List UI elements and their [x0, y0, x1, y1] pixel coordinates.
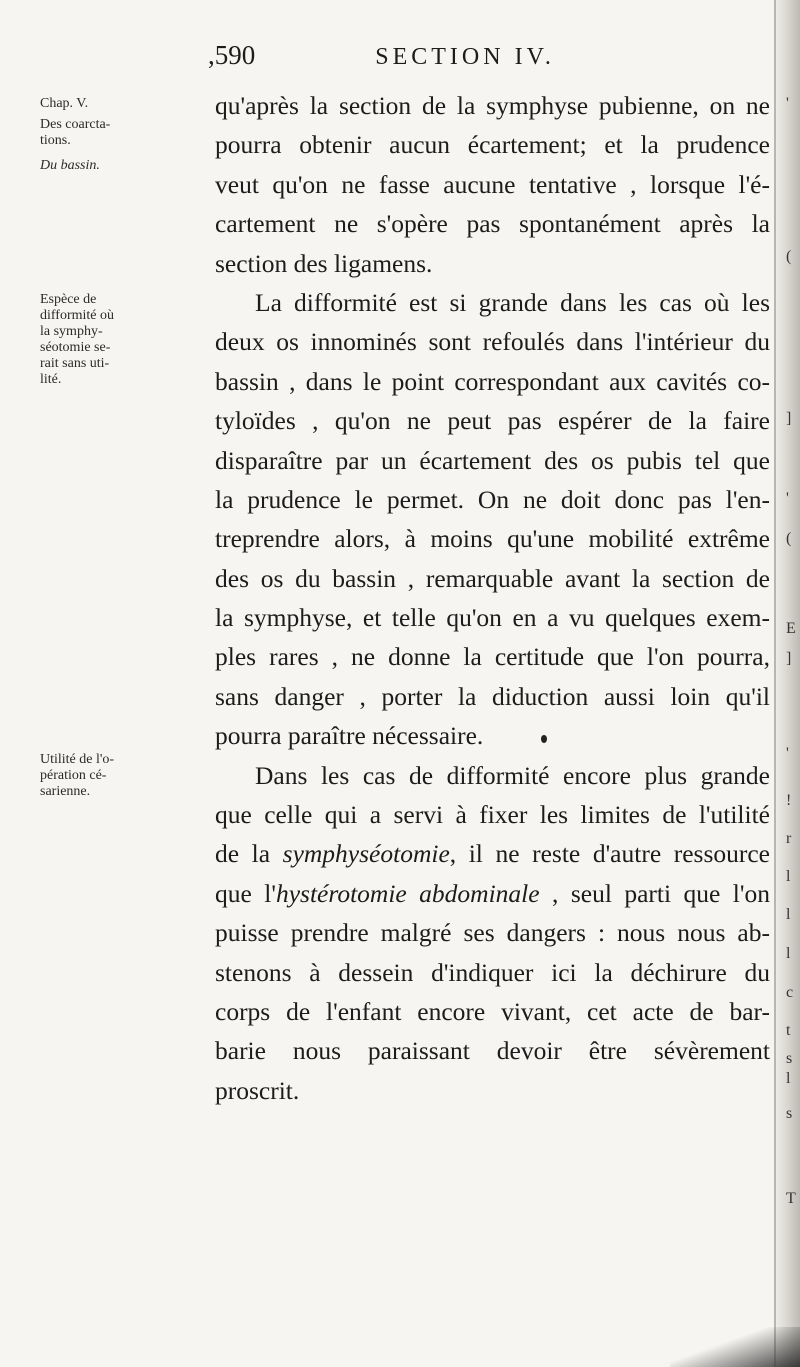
- page-edge: [774, 0, 776, 1367]
- italic-term: symphyséotomie: [282, 839, 450, 869]
- text-line: puisse prendre malgré ses dangers : nous nous ab-: [215, 918, 770, 948]
- text-line: section des ligamens.: [215, 248, 433, 278]
- margin-note-difformite: Espèce de difformité où la symphy- séotomie se- rait sans uti- lité.: [40, 292, 115, 387]
- text-line: qu'après la section de la symphyse pubienne, on ne: [215, 91, 770, 120]
- ink-speck: [541, 735, 547, 743]
- text-line: que l'hystérotomie abdominale , seul parti que l'on: [215, 878, 770, 908]
- body-text: [215, 86, 770, 1110]
- text-line: tyloïdes , qu'on ne peut pas espérer de la faire: [215, 406, 770, 436]
- text-line: des os du bassin , remarquable avant la section de: [215, 563, 770, 593]
- margin-note-chapter: Chap. V.: [40, 96, 89, 111]
- paragraph-start-line: Dans les cas de difformité encore plus grande: [255, 760, 770, 790]
- page-number: ,590: [208, 40, 256, 70]
- text-line: de la symphyséotomie, il ne reste d'autre ressource: [215, 839, 770, 869]
- text-line: cartement ne s'opère pas spontanément après la: [215, 209, 770, 239]
- page-gutter-shadow: [774, 0, 800, 1367]
- text-line: barie nous paraissant devoir être sévèrement: [215, 1036, 770, 1066]
- running-title: SECTION IV.: [375, 44, 555, 70]
- paragraph-start-line: La difformité est si grande dans les cas où les: [255, 287, 770, 317]
- text-line: la prudence le permet. On ne doit donc pas l'en-: [215, 484, 770, 514]
- book-page: ,590 SECTION IV. Chap. V. Des coarcta- tions. Du bassin. Espèce de difformité où la symphy- séotomie se- rait sans uti- lité. Utilité de l'o- pération cé- sarienne. qu'après la section de la symphyse pubienne, on ne pourra obtenir aucun écartement; et la prudence veut qu'on ne fasse aucune tentative , lorsque l'é- cartement ne s'opère pas spontanément après la section des ligamens. La difformité est si grande dans les cas où les deux os innominés sont refoulés dans l'intérieur du bassin , dans le point correspondant aux cavités co- tyloïdes , qu'on ne peut pas espérer de la faire disparaître par un écartement des os pubis tel que la prudence le permet. On ne doit donc pas l'en- treprendre alors, à moins qu'une mobilité extrême des os du bassin , remarquable avant la section de la symphyse, et telle qu'on en a vu quelques exem- ples rares , ne donne la certitude que l'on pourra, sans danger , porter la diduction aussi loin qu'il pourra paraître nécessaire. Dans les cas de difformité encore plus grande que celle qui a servi à fixer les limites de l'utilité de la symphyséotomie, il ne reste d'autre ressource que l'hystérotomie abdominale , seul parti que l'on puisse prendre malgré ses dangers : nous nous ab- stenons à dessein d'indiquer ici la déchirure du corps de l'enfant encore vivant, cet acte de bar- barie nous paraissant devoir être sévèrement proscrit. ' ( ] ' ( E ] ' ! r l l l c t s l s T: [0, 0, 800, 1367]
- text-line: la symphyse, et telle qu'on en a vu quelques exem-: [215, 603, 770, 633]
- text-line: stenons à dessein d'indiquer ici la déchirure du: [215, 957, 770, 987]
- text-line: treprendre alors, à moins qu'une mobilité extrême: [215, 524, 770, 554]
- text-line: pourra obtenir aucun écartement; et la prudence: [215, 130, 770, 160]
- page-corner-shadow: [670, 1327, 800, 1367]
- text-line: bassin , dans le point correspondant aux cavités co-: [215, 366, 770, 396]
- text-line: corps de l'enfant encore vivant, cet acte de bar-: [215, 996, 770, 1026]
- text-line: ples rares , ne donne la certitude que l'on pourra,: [215, 642, 770, 672]
- running-header: [208, 40, 555, 80]
- text-line: disparaître par un écartement des os pubis tel que: [215, 445, 770, 475]
- margin-note-operation: Utilité de l'o- pération cé- sarienne.: [40, 752, 115, 799]
- text-line: que celle qui a servi à fixer les limites de l'utilité: [215, 800, 770, 830]
- margin-note-bassin: Du bassin.: [40, 158, 100, 173]
- text-line: proscrit.: [215, 1075, 300, 1105]
- text-line: veut qu'on ne fasse aucune tentative , lorsque l'é-: [215, 169, 770, 199]
- text-line: sans danger , porter la diduction aussi loin qu'il: [215, 681, 770, 711]
- italic-term: hystérotomie abdominale: [275, 878, 540, 908]
- margin-note-coarctations: Des coarcta- tions.: [40, 117, 111, 148]
- text-line: pourra paraître nécessaire.: [215, 721, 484, 751]
- text-line: deux os innominés sont refoulés dans l'intérieur du: [215, 327, 770, 357]
